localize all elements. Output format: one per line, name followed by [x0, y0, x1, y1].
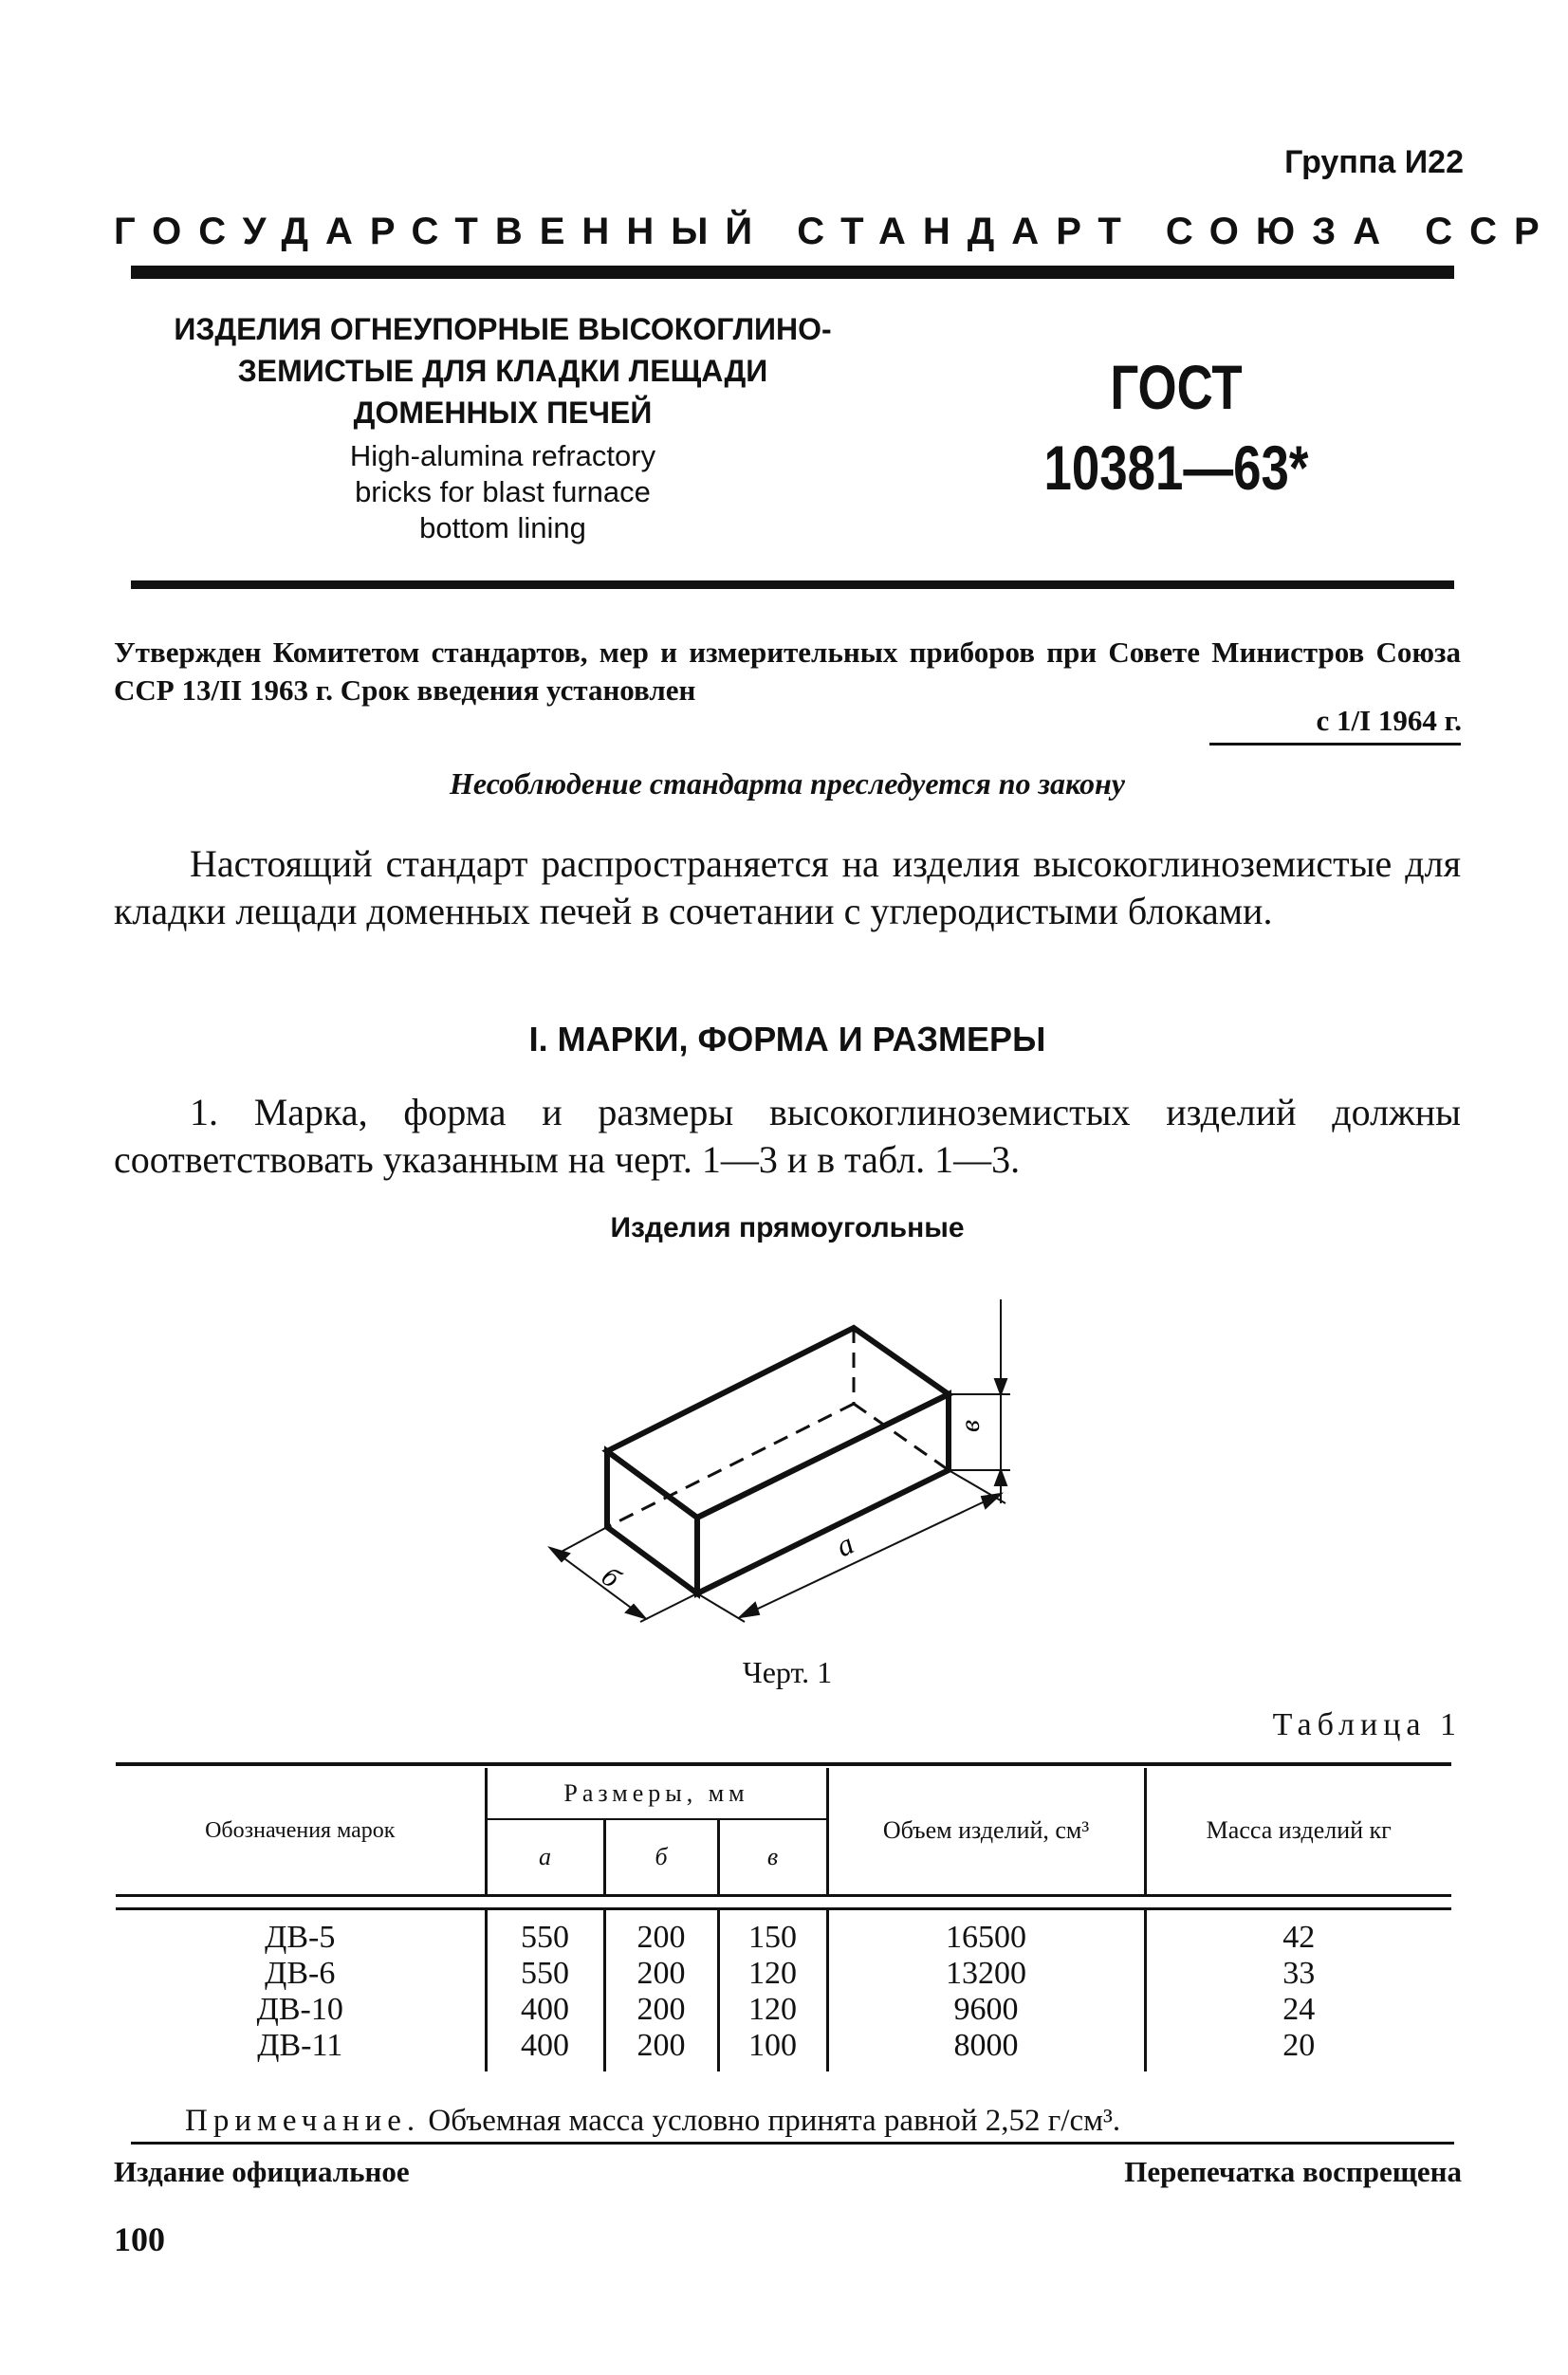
- cell-volume: 16500: [827, 1908, 1145, 1956]
- law-notice: Несоблюдение стандарта преследуется по закону: [450, 766, 1125, 801]
- title-en-line-2: bricks for blast furnace: [355, 475, 651, 508]
- header-mass: Масса изделий кг: [1145, 1768, 1451, 1895]
- cell-b: 200: [604, 1992, 718, 2028]
- label-a: a: [830, 1525, 859, 1564]
- figure-title: Изделия прямоугольные: [610, 1212, 965, 1243]
- group-code: Группа И22: [1284, 144, 1464, 180]
- label-v: в: [954, 1419, 986, 1432]
- cell-v: 120: [718, 1992, 827, 2028]
- table-label: Таблица 1: [1272, 1707, 1462, 1742]
- approval-date-underline: [1209, 743, 1461, 746]
- approval-date: с 1/I 1964 г.: [1316, 704, 1462, 737]
- section-heading: I. МАРКИ, ФОРМА И РАЗМЕРЫ: [528, 1020, 1046, 1059]
- cell-v: 120: [718, 1956, 827, 1992]
- cell-mark: ДВ-6: [265, 1955, 336, 1991]
- title-ru-line-2: ЗЕМИСТЫЕ ДЛЯ КЛАДКИ ЛЕЩАДИ: [237, 354, 768, 388]
- figure-caption: Черт. 1: [742, 1655, 833, 1689]
- page-number: 100: [114, 2220, 165, 2258]
- brick-top-face: [607, 1328, 949, 1518]
- footer-rule: [131, 2142, 1454, 2145]
- section-paragraph: 1. Марка, форма и размеры высокоглиноземистых изделий должны соответствовать указанным на черт. 1—3 и в табл. 1—3.: [114, 1091, 1461, 1181]
- cell-volume: 9600: [827, 1992, 1145, 2028]
- cell-b: 200: [604, 1908, 718, 1956]
- note-label: Примечание.: [185, 2104, 421, 2138]
- gost-number: 10381—63*: [1043, 433, 1309, 503]
- cell-mass: 42: [1145, 1908, 1451, 1956]
- header-thick-rule: [131, 266, 1454, 279]
- gost-label: ГОСТ: [1110, 352, 1243, 422]
- table-note: [185, 2104, 1120, 2139]
- brick-drawing: [512, 1299, 1043, 1641]
- cell-volume: 8000: [827, 2028, 1145, 2071]
- cell-mark: ДВ-10: [256, 1991, 343, 2027]
- cell-a: 400: [486, 1992, 604, 2028]
- header-b: б: [604, 1819, 718, 1895]
- title-russian: [171, 308, 835, 433]
- cell-mass: 33: [1145, 1956, 1451, 1992]
- title-rule: [131, 580, 1454, 589]
- cell-v: 150: [718, 1908, 827, 1956]
- title-en-line-3: bottom lining: [419, 511, 586, 544]
- header-designation: [116, 1768, 486, 1895]
- title-ru-line-1: ИЗДЕЛИЯ ОГНЕУПОРНЫЕ ВЫСОКОГЛИНО-: [174, 312, 832, 346]
- cell-b: 200: [604, 2028, 718, 2071]
- brick-right-face: [697, 1394, 949, 1593]
- cell-volume: 13200: [827, 1956, 1145, 1992]
- cell-mark: ДВ-11: [257, 2027, 343, 2063]
- table-row: [116, 2028, 1451, 2071]
- table-row: [116, 1956, 1451, 1992]
- header-v: в: [718, 1819, 827, 1895]
- title-english: [171, 438, 835, 546]
- header-a: а: [486, 1819, 604, 1895]
- intro-paragraph: Настоящий стандарт распространяется на изделия высокоглиноземистые для кладки лещади доменных печей в сочетании с углеродистыми блоками.: [114, 842, 1461, 932]
- cell-mass: 24: [1145, 1992, 1451, 2028]
- official-edition: Издание официальное: [114, 2155, 410, 2188]
- table-row: [116, 1992, 1451, 2028]
- note-text: Объемная масса условно принята равной 2,52 г/см³.: [428, 2104, 1121, 2138]
- dimension-v: [949, 1299, 1010, 1503]
- table-row: [116, 1908, 1451, 1956]
- title-ru-line-3: ДОМЕННЫХ ПЕЧЕЙ: [353, 396, 653, 430]
- reprint-prohibited: Перепечатка воспрещена: [1124, 2155, 1462, 2188]
- cell-a: 400: [486, 2028, 604, 2071]
- approval-text: Утвержден Комитетом стандартов, мер и измерительных приборов при Совете Министров Союза ССР 13/II 1963 г. Срок введения установлен: [114, 635, 1461, 707]
- table-1: [116, 1762, 1451, 2071]
- cell-mass: 20: [1145, 2028, 1451, 2071]
- header-designation-text: Обозначения марок: [205, 1818, 396, 1844]
- header-volume: Объем изделий, см³: [827, 1768, 1145, 1895]
- title-en-line-1: High-alumina refractory: [349, 439, 656, 472]
- cell-a: 550: [486, 1908, 604, 1956]
- cell-mark: ДВ-5: [265, 1919, 336, 1955]
- header-dimensions: Размеры, мм: [486, 1768, 827, 1819]
- label-b: б: [595, 1560, 626, 1594]
- state-standard-heading: ГОСУДАРСТВЕННЫЙ СТАНДАРТ СОЮЗА ССР: [114, 211, 1557, 252]
- cell-v: 100: [718, 2028, 827, 2071]
- cell-b: 200: [604, 1956, 718, 1992]
- cell-a: 550: [486, 1956, 604, 1992]
